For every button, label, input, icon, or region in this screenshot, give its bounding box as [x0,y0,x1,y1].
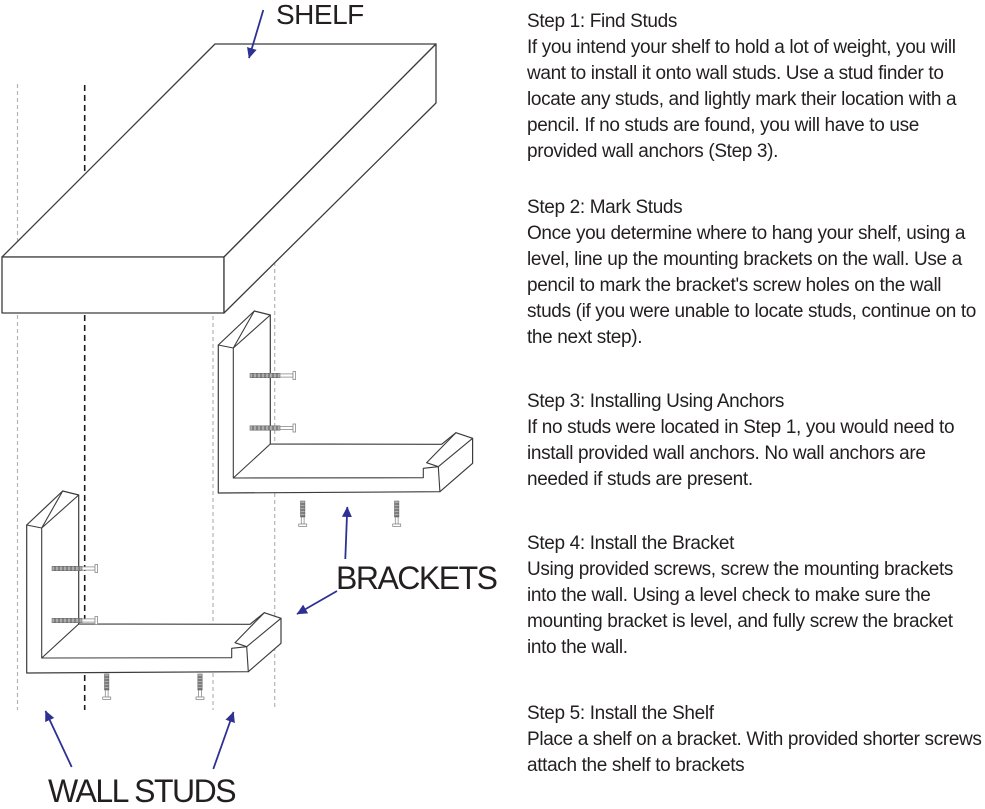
instruction-panel [527,0,985,806]
step-body: If you intend your shelf to hold a lot of weight, you will want to install it onto wall studs. Use a stud finder to locate any studs, and lightly mark their location with a pencil. If no studs are found, you will have to use provided wall anchors (Step 3). [527,37,957,162]
shelf-front-face [2,257,224,313]
step-body: Place a shelf on a bracket. With provided shorter screws attach the shelf to brackets [527,729,982,776]
step-title: Step 4: Install the Bracket [527,533,735,554]
wall-studs-arrow-right [213,712,233,769]
shelf-screw-lower-2 [196,674,204,699]
shelf-screw-lower-1 [103,674,111,699]
bracket-lower [27,491,281,673]
bracket-upper [218,311,472,493]
instruction-step-5 [527,701,985,779]
step-title: Step 2: Mark Studs [527,197,683,218]
step-title: Step 5: Install the Shelf [527,703,714,724]
shelf-screw-upper-1 [299,501,307,526]
shelf-screw-upper-2 [393,501,401,526]
step-body: If no studs were located in Step 1, you would need to install provided wall anchors. No wall anchors are needed if studs are present. [527,417,955,490]
wall-studs-label: WALL STUDS [48,773,236,809]
shelf-label: SHELF [276,0,364,30]
instruction-step-3 [527,389,985,493]
instruction-step-1 [527,9,985,165]
wall-studs-arrow-left [46,711,72,767]
brackets-arrow-left [297,591,337,614]
instruction-step-2 [527,195,985,351]
step-title: Step 3: Installing Using Anchors [527,391,785,412]
brackets-arrow-up [345,507,347,559]
step-body: Using provided screws, screw the mounting brackets into the wall. Using a level check to make sure the mounting bracket is level, and fully screw the bracket into the wall. [527,559,954,658]
shelf-drawing [2,44,436,313]
brackets-label: BRACKETS [336,560,497,596]
step-body: Once you determine where to hang your shelf, using a level, line up the mounting brackets on the wall. Use a pencil to mark the bracket's screw holes on the wall studs (if you were unable to locate studs, continue on to the next step). [527,223,977,348]
instruction-step-4 [527,531,985,661]
step-title: Step 1: Find Studs [527,11,678,32]
